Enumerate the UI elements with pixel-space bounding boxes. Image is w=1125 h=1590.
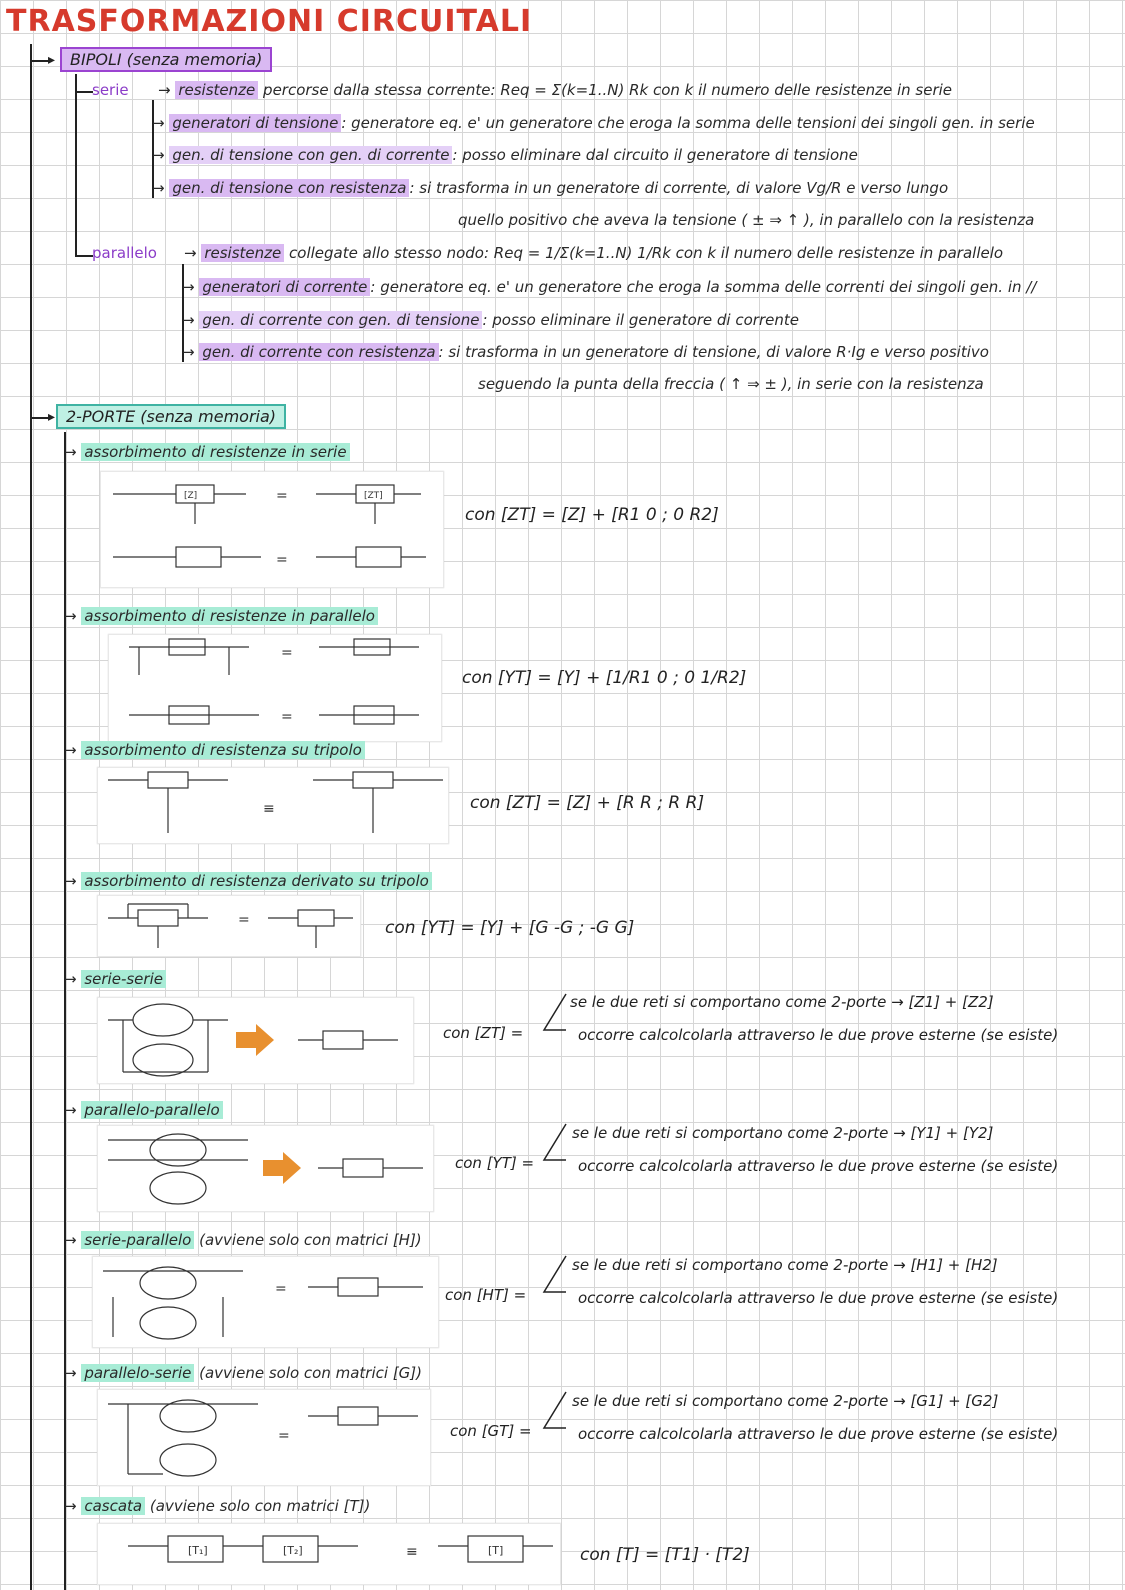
formula-res-derivato: con [YT] = [Y] + [G -G ; -G G] bbox=[385, 918, 635, 938]
parallelo-item-1: → resistenze collegate allo stesso nodo: Req = 1/Σ(k=1..N) 1/Rk con k il numero delle resistenze in parallelo bbox=[184, 244, 1004, 262]
serie-item-3: → gen. di tensione con gen. di corrente : posso eliminare dal circuito il generatore di tensione bbox=[152, 146, 858, 164]
svg-text:[Z]: [Z] bbox=[184, 491, 198, 501]
serie-item-2: → generatori di tensione : generatore eq. e' un generatore che eroga la somma delle tensioni dei singoli gen. in serie bbox=[152, 114, 1035, 132]
section-parallelo-serie: → parallelo-serie (avviene solo con matrici [G]) bbox=[64, 1364, 423, 1382]
diagram-res-parallelo bbox=[108, 634, 442, 742]
bracket-icon bbox=[540, 1388, 570, 1448]
section-parallelo-parallelo: → parallelo-parallelo bbox=[64, 1101, 223, 1119]
serie-parallelo-case2: occorre calcolcolarla attraverso le due prove esterne (se esiste) bbox=[578, 1289, 1059, 1307]
section-res-parallelo: → assorbimento di resistenze in parallelo bbox=[64, 607, 378, 625]
formula-parallelo-serie-prefix: con [GT] = bbox=[450, 1422, 532, 1440]
bracket-icon bbox=[540, 990, 570, 1050]
diagram-parallelo-parallelo bbox=[97, 1125, 434, 1212]
serie-row bbox=[92, 81, 129, 99]
bipoli-heading: BIPOLI (senza memoria) bbox=[60, 50, 272, 69]
parallelo-continuation: seguendo la punta della freccia ( ↑ ⇒ ± ), in serie con la resistenza bbox=[478, 375, 984, 393]
formula-res-parallelo: con [YT] = [Y] + [1/R1 0 ; 0 1/R2] bbox=[462, 668, 747, 688]
serie-label: serie bbox=[92, 81, 129, 99]
svg-text:[T₁]: [T₁] bbox=[188, 1544, 208, 1557]
serie-continuation: quello positivo che aveva la tensione ( ± ⇒ ↑ ), in parallelo con la resistenza bbox=[458, 211, 1035, 229]
serie-item-1: → resistenze percorse dalla stessa corrente: Req = Σ(k=1..N) Rk con k il numero delle resistenze in serie bbox=[158, 81, 953, 99]
formula-res-serie: con [ZT] = [Z] + [R1 0 ; 0 R2] bbox=[465, 505, 719, 525]
dueporte-heading: 2-PORTE (senza memoria) bbox=[56, 407, 286, 426]
svg-text:[ZT]: [ZT] bbox=[364, 491, 383, 501]
diagram-parallelo-serie bbox=[97, 1389, 431, 1486]
arrow-icon: ▸ bbox=[48, 409, 56, 425]
section-serie-serie: → serie-serie bbox=[64, 970, 166, 988]
branch-parallelo bbox=[75, 255, 93, 257]
formula-serie-parallelo-prefix: con [HT] = bbox=[445, 1286, 527, 1304]
svg-text:[T₂]: [T₂] bbox=[283, 1544, 303, 1557]
svg-text:=: = bbox=[281, 645, 293, 661]
section-res-derivato: → assorbimento di resistenza derivato su tripolo bbox=[64, 872, 432, 890]
diagram-serie-parallelo bbox=[92, 1256, 439, 1348]
parallelo-serie-case2: occorre calcolcolarla attraverso le due prove esterne (se esiste) bbox=[578, 1425, 1059, 1443]
svg-text:=: = bbox=[278, 1428, 290, 1444]
svg-text:[T]: [T] bbox=[488, 1544, 504, 1557]
section-serie-parallelo: → serie-parallelo (avviene solo con matrici [H]) bbox=[64, 1231, 422, 1249]
serie-item-4: → gen. di tensione con resistenza : si trasforma in un generatore di corrente, di valore Vg/R e verso lungo bbox=[152, 179, 949, 197]
parallelo-label: parallelo bbox=[92, 244, 157, 262]
parallelo-serie-case1: se le due reti si comportano come 2-porte → [G1] + [G2] bbox=[572, 1392, 999, 1410]
tree-line-main bbox=[30, 44, 32, 1590]
serie-parallelo-case1: se le due reti si comportano come 2-porte → [H1] + [H2] bbox=[572, 1256, 998, 1274]
branch-serie bbox=[75, 91, 93, 93]
bracket-icon bbox=[540, 1252, 570, 1312]
serie-serie-case2: occorre calcolcolarla attraverso le due prove esterne (se esiste) bbox=[578, 1026, 1059, 1044]
parallelo-parallelo-case1: se le due reti si comportano come 2-porte → [Y1] + [Y2] bbox=[572, 1124, 994, 1142]
serie-serie-case1: se le due reti si comportano come 2-porte → [Z1] + [Z2] bbox=[570, 993, 994, 1011]
svg-text:≡: ≡ bbox=[406, 1544, 418, 1560]
section-cascata: → cascata (avviene solo con matrici [T]) bbox=[64, 1497, 371, 1515]
formula-serie-serie-prefix: con [ZT] = bbox=[443, 1024, 524, 1042]
svg-text:≡: ≡ bbox=[263, 801, 275, 817]
diagram-cascata bbox=[97, 1523, 561, 1585]
diagram-serie-serie bbox=[97, 997, 414, 1084]
parallelo-row bbox=[92, 244, 157, 262]
svg-text:=: = bbox=[238, 912, 250, 928]
svg-text:=: = bbox=[276, 488, 288, 504]
parallelo-item-2: → generatori di corrente : generatore eq. e' un generatore che eroga la somma delle correnti dei singoli gen. in // bbox=[182, 278, 1037, 296]
formula-parallelo-parallelo-prefix: con [YT] = bbox=[455, 1154, 535, 1172]
formula-cascata: con [T] = [T1] · [T2] bbox=[580, 1545, 750, 1565]
parallelo-parallelo-case2: occorre calcolcolarla attraverso le due prove esterne (se esiste) bbox=[578, 1157, 1059, 1175]
parallelo-item-3: → gen. di corrente con gen. di tensione : posso eliminare il generatore di corrente bbox=[182, 311, 799, 329]
formula-res-tripolo: con [ZT] = [Z] + [R R ; R R] bbox=[470, 793, 705, 813]
diagram-res-tripolo bbox=[97, 767, 449, 844]
arrow-icon: ▸ bbox=[48, 52, 56, 68]
diagram-res-serie bbox=[100, 471, 444, 588]
bracket-icon bbox=[540, 1120, 570, 1180]
svg-text:=: = bbox=[276, 552, 288, 568]
diagram-res-derivato bbox=[97, 895, 361, 957]
tree-line-dueporte bbox=[64, 432, 66, 1590]
section-res-tripolo: → assorbimento di resistenza su tripolo bbox=[64, 741, 365, 759]
svg-text:=: = bbox=[275, 1281, 287, 1297]
section-res-serie: → assorbimento di resistenze in serie bbox=[64, 443, 350, 461]
page-title: TRASFORMAZIONI CIRCUITALI bbox=[6, 4, 533, 39]
svg-text:=: = bbox=[281, 709, 293, 725]
parallelo-item-4: → gen. di corrente con resistenza : si trasforma in un generatore di tensione, di valore R·Ig e verso positivo bbox=[182, 343, 989, 361]
tree-line-bipoli bbox=[75, 74, 77, 256]
